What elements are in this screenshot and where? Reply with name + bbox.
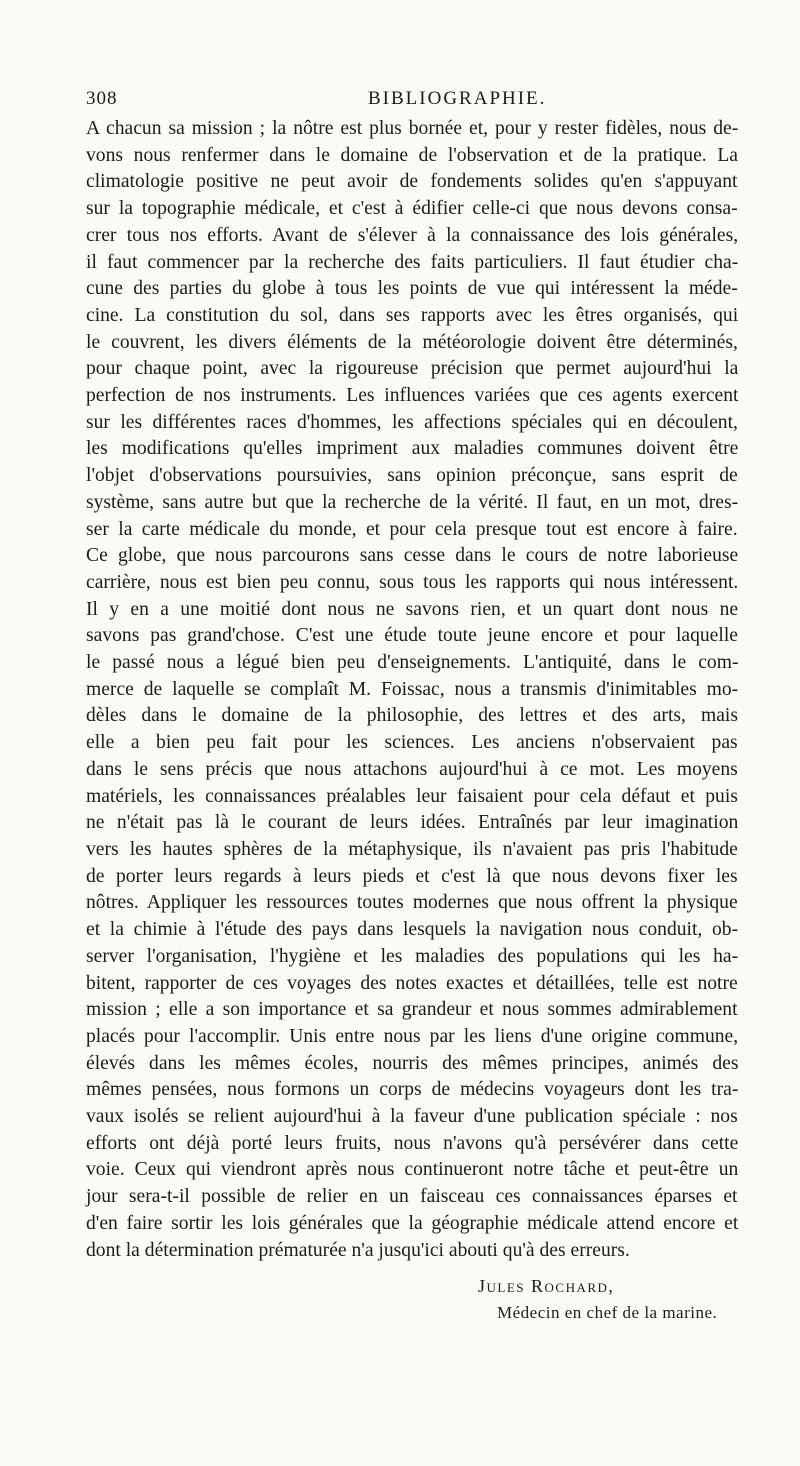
text-line: élevés dans les mêmes écoles, nourris des mêmes principes, animés des	[86, 1052, 739, 1074]
text-line: d'en faire sortir les lois générales que la géographie médicale attend encore et	[86, 1212, 739, 1234]
text-line: mêmes pensées, nous formons un corps de médecins voyageurs dont les tra-	[86, 1079, 739, 1101]
page-number: 308	[86, 88, 118, 109]
text-line: dans le sens précis que nous attachons aujourd'hui à ce mot. Les moyens	[86, 758, 738, 780]
text-line: sur la topographie médicale, et c'est à édifier celle-ci que nous devons consa-	[86, 198, 738, 220]
body-paragraph	[86, 116, 738, 1264]
text-line: mission ; elle a son importance et sa grandeur et nous sommes admirablement	[86, 999, 738, 1021]
text-line: vaux isolés se relient aujourd'hui à la faveur d'une publication spéciale : nos	[86, 1106, 738, 1128]
text-line: carrière, nous est bien peu connu, sous tous les rapports qui nous intéressent.	[86, 571, 739, 593]
text-line: efforts ont déjà porté leurs fruits, nous n'avons qu'à persévérer dans cette	[86, 1132, 739, 1154]
text-line: il faut commencer par la recherche des faits particuliers. Il faut étudier cha-	[86, 251, 739, 273]
page	[86, 84, 738, 1264]
running-header	[86, 84, 738, 116]
text-line: pour chaque point, avec la rigoureuse précision que permet aujourd'hui la	[86, 358, 739, 380]
text-line: vers les hautes sphères de la métaphysique, ils n'avaient pas pris l'habitude	[86, 838, 738, 860]
text-line: système, sans autre but que la recherche de la vérité. Il faut, en un mot, dres-	[86, 491, 739, 513]
text-line: le couvrent, les divers éléments de la météorologie doivent être déterminés,	[86, 331, 738, 353]
running-title: BIBLIOGRAPHIE.	[368, 88, 547, 109]
text-line: placés pour l'accomplir. Unis entre nous par les liens d'une origine commune,	[86, 1025, 739, 1047]
text-line: server l'organisation, l'hygiène et les maladies des populations qui les ha-	[86, 945, 739, 967]
text-line: climatologie positive ne peut avoir de fondements solides qu'en s'appuyant	[86, 171, 738, 193]
text-line: cune des parties du globe à tous les points de vue qui intéressent la méde-	[86, 278, 738, 300]
text-line: et la chimie à l'étude des pays dans lesquels la navigation nous conduit, ob-	[86, 919, 739, 941]
text-line: ne n'était pas là le courant de leurs idées. Entraînés par leur imagination	[86, 812, 739, 834]
text-line: jour sera-t-il possible de relier en un faisceau ces connaissances éparses et	[86, 1186, 738, 1208]
text-line: dont la détermination prématurée n'a jusqu'ici abouti qu'à des erreurs.	[86, 1239, 630, 1261]
text-line: savons pas grand'chose. C'est une étude toute jeune encore et pour laquelle	[86, 625, 738, 647]
text-line: de porter leurs regards à leurs pieds et c'est là que nous devons fixer les	[86, 865, 738, 887]
text-line: dèles dans le domaine de la philosophie, des lettres et des arts, mais	[86, 705, 738, 727]
text-line: matériels, les connaissances préalables leur faisaient pour cela défaut et puis	[86, 785, 738, 807]
text-line: elle a bien peu fait pour les sciences. Les anciens n'observaient pas	[86, 732, 738, 754]
text-line: voie. Ceux qui viendront après nous continueront notre tâche et peut-être un	[86, 1159, 739, 1181]
text-line: ser la carte médicale du monde, et pour cela presque tout est encore à faire.	[86, 518, 738, 540]
text-line: bitent, rapporter de ces voyages des notes exactes et détaillées, telle est notre	[86, 972, 738, 994]
text-line: le passé nous a légué bien peu d'enseignements. L'antiquité, dans le com-	[86, 652, 739, 674]
text-line: merce de laquelle se complaît M. Foissac, nous a transmis d'inimitables mo-	[86, 678, 739, 700]
signature-name: Jules Rochard,	[478, 1276, 615, 1296]
text-line: Ce globe, que nous parcourons sans cesse dans le cours de notre laborieuse	[86, 545, 739, 567]
text-line: perfection de nos instruments. Les influences variées que ces agents exercent	[86, 385, 739, 407]
text-line: nôtres. Appliquer les ressources toutes modernes que nous offrent la physique	[86, 892, 738, 914]
signature-title: Médecin en chef de la marine.	[497, 1303, 718, 1322]
text-line: cine. La constitution du sol, dans ses rapports avec les êtres organisés, qui	[86, 304, 739, 326]
text-line: l'objet d'observations poursuivies, sans opinion préconçue, sans esprit de	[86, 465, 738, 487]
text-line: vons nous renfermer dans le domaine de l'observation et de la pratique. La	[86, 144, 738, 166]
text-line: les modifications qu'elles impriment aux maladies communes doivent être	[86, 438, 739, 460]
text-line: A chacun sa mission ; la nôtre est plus bornée et, pour y rester fidèles, nous de-	[86, 118, 739, 139]
text-line: crer tous nos efforts. Avant de s'élever à la connaissance des lois générales,	[86, 224, 739, 246]
text-line: sur les différentes races d'hommes, les affections spéciales qui en découlent,	[86, 411, 738, 433]
text-line: Il y en a une moitié dont nous ne savons rien, et un quart dont nous ne	[86, 598, 739, 620]
